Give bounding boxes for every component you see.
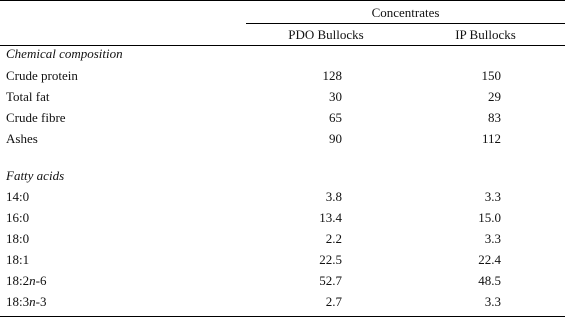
cell-ip: 22.4: [478, 252, 501, 267]
cell-ip: 112: [481, 131, 501, 146]
cell-pdo: 22.5: [319, 252, 342, 267]
row-label-part: -6: [35, 273, 47, 288]
row-label: Total fat: [6, 89, 50, 104]
cell-pdo: 13.4: [319, 210, 342, 225]
group-header: Concentrates: [371, 5, 440, 20]
cell-ip: 3.3: [484, 231, 501, 246]
cell-pdo: 30: [329, 89, 342, 104]
cell-ip: 3.3: [484, 294, 501, 309]
section-title-fatty-acids: Fatty acids: [6, 168, 65, 183]
cell-pdo: 52.7: [319, 273, 342, 288]
row-label: 18:0: [6, 231, 30, 246]
row-label: 16:0: [6, 210, 30, 225]
cell-ip: 48.5: [478, 273, 501, 288]
cell-ip: 150: [481, 68, 501, 83]
section-title-chemical: Chemical composition: [6, 46, 123, 61]
row-label: Ashes: [6, 131, 38, 146]
row-label-part: n: [29, 294, 36, 309]
cell-pdo: 128: [322, 68, 342, 83]
cell-ip: 29: [488, 89, 501, 104]
row-label: Crude fibre: [6, 110, 66, 125]
cell-pdo: 90: [329, 131, 342, 146]
row-label: [6, 294, 46, 310]
group-rule: [246, 23, 565, 24]
row-label-part: n: [29, 273, 36, 288]
cell-ip: 83: [488, 110, 501, 125]
cell-ip: 15.0: [478, 210, 501, 225]
cell-pdo: 2.2: [325, 231, 342, 246]
row-label: Crude protein: [6, 68, 78, 83]
column-header-pdo: PDO Bullocks: [288, 27, 364, 42]
cell-pdo: 65: [329, 110, 342, 125]
row-label: 18:1: [6, 252, 30, 267]
cell-pdo: 2.7: [325, 294, 342, 309]
row-label-part: 18:2: [6, 273, 30, 288]
top-rule: [0, 0, 565, 1]
row-label: 14:0: [6, 189, 30, 204]
cell-ip: 3.3: [484, 189, 501, 204]
column-header-ip: IP Bullocks: [455, 27, 516, 42]
row-label-part: -3: [35, 294, 47, 309]
cell-pdo: 3.8: [325, 189, 342, 204]
row-label-part: 18:3: [6, 294, 30, 309]
row-label: [6, 273, 46, 289]
